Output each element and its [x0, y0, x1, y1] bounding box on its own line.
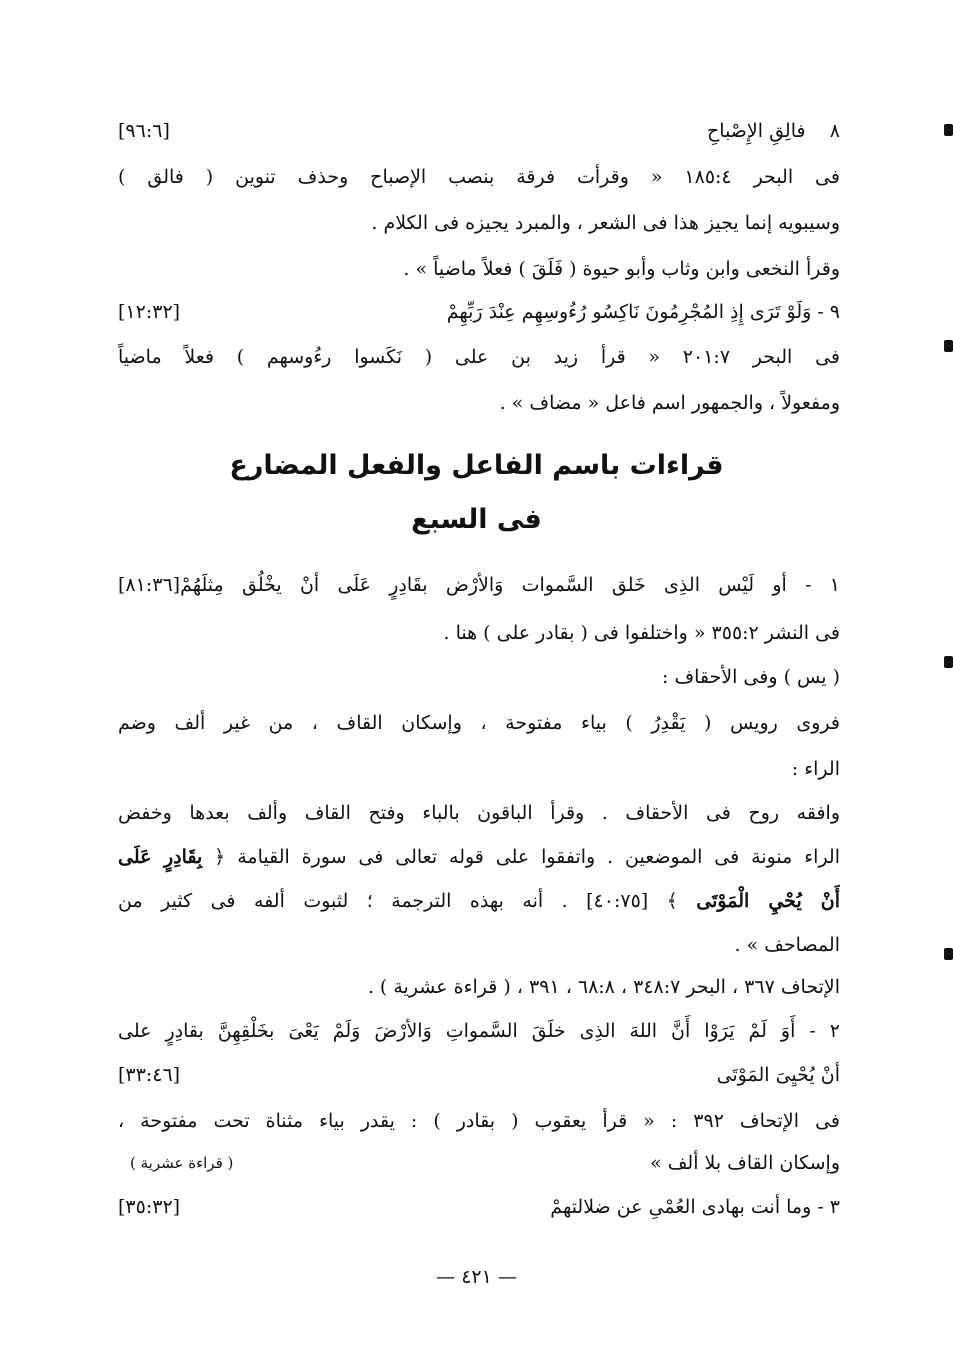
verse-reference: [٣٥:٣٢]: [118, 1196, 181, 1218]
quran-quote: بِقَادِرٍ عَلَى: [118, 846, 203, 868]
margin-mark: [944, 124, 953, 136]
verse-line-3: [118, 1190, 840, 1224]
verse-line-9: [118, 295, 840, 329]
verse-line-8: [118, 114, 840, 148]
verse-text: فالِقِ الإِصْباحِ: [707, 120, 806, 142]
text-line: فى الإتحاف ٣٩٢ : « قرأ يعقوب ( بقادر ) : يقدر بياء مثناة تحت مفتوحة ،: [118, 1110, 840, 1132]
verse-line-2-cont: [118, 1058, 840, 1092]
section-subheading: فى السبع: [411, 504, 542, 535]
verse-text: أنْ يُحْيِىَ المَوْتَى: [716, 1064, 840, 1086]
text-line: [118, 1146, 840, 1180]
section-heading: قراءات باسم الفاعل والفعل المضارع: [229, 450, 724, 481]
text-line: فى النشر ٣٥٥:٢ « واختلفوا فى ( بقادر على ) هنا .: [443, 622, 840, 644]
text-line: ( يس ) وفى الأحقاف :: [662, 666, 840, 688]
verse-text: ٣ - وما أنت بهادى العُمْىِ عن ضلالتهمْ: [550, 1196, 840, 1218]
verse-number: ٨: [829, 120, 840, 142]
text-line: [118, 840, 840, 874]
text-line: ومفعولاً ، والجمهور اسم فاعل « مضاف » .: [499, 392, 840, 414]
margin-mark: [944, 656, 953, 668]
text-line: فى البحر ١٨٥:٤ « وقرأت فرقة بنصب الإصباح وحذف تنوين ( فالق ): [118, 166, 840, 188]
page-number: — ٤٢١ —: [436, 1266, 517, 1288]
note: ( قراءة عشرية ): [130, 1154, 234, 1172]
text-segment: وإسكان القاف بلا ألف »: [650, 1152, 840, 1174]
text-line: وقرأ النخعى وابن وثاب وأبو حيوة ( فَلَقَ ) فعلاً ماضياً » .: [403, 258, 840, 280]
verse-reference: [٣٣:٤٦]: [118, 1064, 181, 1086]
verse-reference: [١٢:٣٢]: [118, 301, 181, 323]
text-line: فى البحر ٢٠١:٧ « قرأ زيد بن على ( نَكَسوا رءُوسهم ) فعلاً ماضياً: [118, 346, 840, 368]
text-line: الراء :: [791, 758, 840, 780]
text-segment: الراء منونة فى الموضعين . واتفقوا على قوله تعالى فى سورة القيامة ﴿: [214, 846, 840, 868]
text-line: الإتحاف ٣٦٧ ، البحر ٣٤٨:٧ ، ٦٨:٨ ، ٣٩١ ، ( قراءة عشرية ) .: [367, 976, 840, 998]
text-line: [118, 884, 840, 918]
verse-line-2: ٢ - أَوَ لَمْ يَرَوْا أَنَّ اللهَ الذِى خلَقَ السَّمواتِ وَالأرْضَ وَلَمْ يَعْىَ بخَلْقِهِنَّ بقادِرٍ على: [118, 1020, 840, 1042]
text-line: المصاحف » .: [734, 934, 840, 956]
margin-mark: [944, 340, 953, 352]
verse-text: ٩ - وَلَوْ تَرَى إِذِ المُجْرِمُونَ نَاكِسُو رُءُوسِهِم عِنْدَ رَبِّهِمْ: [446, 301, 840, 323]
verse-reference: [٩٦:٦]: [118, 120, 170, 142]
margin-mark: [944, 948, 953, 960]
text-segment: ﴾ [٤٠:٧٥] . أنه بهذه الترجمة ؛ لثبوت ألفه فى كثير من: [118, 890, 678, 912]
text-line: فروى رويس ( يَقْدِرُ ) بياء مفتوحة ، وإسكان القاف ، من غير ألف وضم: [118, 712, 840, 734]
text-line: وسيبويه إنما يجيز هذا فى الشعر ، والمبرد يجيزه فى الكلام .: [371, 212, 840, 234]
quran-quote: أَنْ يُحْيِ الْمَوْتَى: [696, 890, 840, 912]
text-line: وافقه روح فى الأحقاف . وقرأ الباقون بالباء وفتح القاف وألف بعدها وخفض: [118, 802, 840, 824]
verse-line-1: ١ - أو لَيْس الذِى خَلق السَّموات وَالأرْض بقَادِرٍ عَلَى أنْ يخْلُق مِثلَهُمْ[٨١:٣٦]: [118, 574, 840, 596]
